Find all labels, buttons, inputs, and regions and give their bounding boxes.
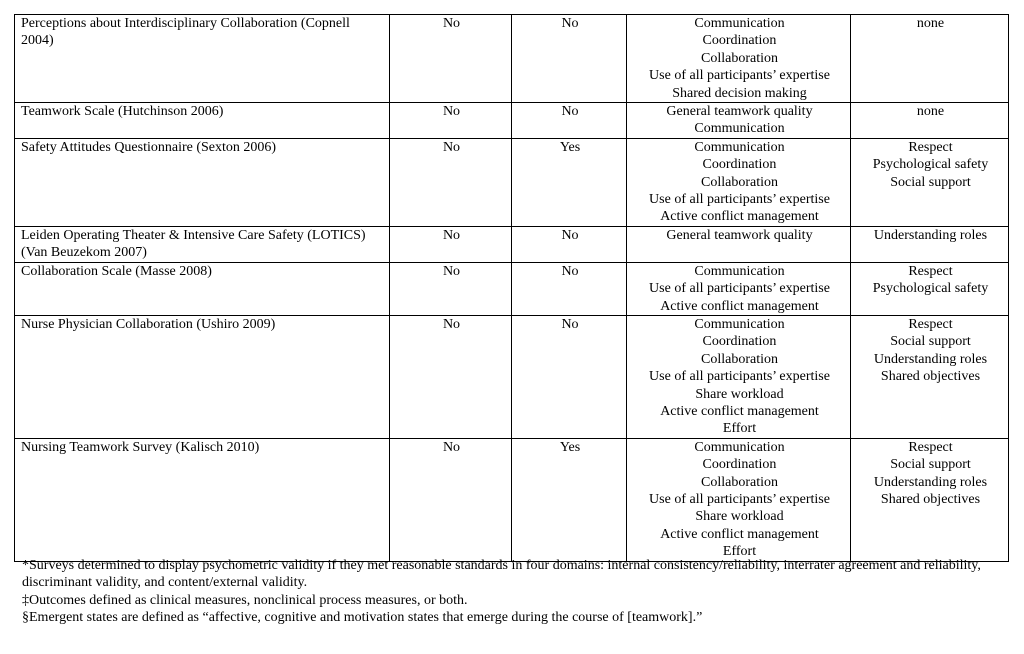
teamwork-process: Active conflict management bbox=[660, 526, 819, 542]
emergent-state: Shared objectives bbox=[880, 369, 981, 385]
psychometric-validity-cell: No bbox=[390, 226, 512, 262]
survey-comparison-table bbox=[14, 14, 1009, 562]
table-body bbox=[15, 15, 1009, 562]
teamwork-process: Use of all participants’ expertise bbox=[649, 68, 830, 84]
teamwork-process: Communication bbox=[694, 121, 785, 137]
emergent-state: Social support bbox=[890, 174, 971, 190]
outcomes-cell: Yes bbox=[512, 438, 627, 561]
teamwork-processes-cell bbox=[627, 262, 851, 315]
emergent-states-cell bbox=[851, 438, 1009, 561]
emergent-states-cell bbox=[851, 315, 1009, 438]
outcomes-cell: No bbox=[512, 103, 627, 139]
teamwork-process: Coordination bbox=[702, 334, 777, 350]
teamwork-processes-cell bbox=[627, 15, 851, 103]
emergent-state: Respect bbox=[908, 263, 953, 279]
emergent-states-cell bbox=[851, 262, 1009, 315]
teamwork-process: Effort bbox=[722, 544, 757, 560]
emergent-states-cell bbox=[851, 15, 1009, 103]
teamwork-process: Use of all participants’ expertise bbox=[649, 281, 830, 297]
teamwork-process: Shared decision making bbox=[672, 85, 807, 101]
footnote-outcomes: ‡Outcomes defined as clinical measures, nonclinical process measures, or both. bbox=[22, 592, 468, 608]
table-row bbox=[15, 262, 1009, 315]
table-row bbox=[15, 315, 1009, 438]
emergent-state: Understanding roles bbox=[873, 227, 988, 243]
teamwork-process: General teamwork quality bbox=[666, 104, 813, 120]
outcomes-cell: Yes bbox=[512, 138, 627, 226]
teamwork-process: Communication bbox=[694, 16, 785, 31]
table-row bbox=[15, 15, 1009, 103]
emergent-states-cell bbox=[851, 103, 1009, 139]
teamwork-process: Coordination bbox=[702, 33, 777, 49]
emergent-state: Social support bbox=[890, 457, 971, 473]
psychometric-validity-cell: No bbox=[390, 262, 512, 315]
teamwork-process: Share workload bbox=[695, 386, 784, 402]
outcomes-cell: No bbox=[512, 315, 627, 438]
teamwork-process: Collaboration bbox=[701, 50, 778, 66]
footnotes bbox=[22, 557, 1012, 627]
emergent-state: Understanding roles bbox=[873, 351, 988, 367]
psychometric-validity-cell: No bbox=[390, 103, 512, 139]
teamwork-process: Communication bbox=[694, 316, 785, 332]
table-row bbox=[15, 103, 1009, 139]
teamwork-process: Coordination bbox=[702, 457, 777, 473]
emergent-states-cell bbox=[851, 226, 1009, 262]
emergent-state: Respect bbox=[908, 139, 953, 155]
teamwork-process: Communication bbox=[694, 439, 785, 455]
psychometric-validity-cell: No bbox=[390, 15, 512, 103]
table-row bbox=[15, 138, 1009, 226]
survey-name-cell: Nurse Physician Collaboration (Ushiro 2009) bbox=[15, 315, 390, 438]
survey-name-cell: Collaboration Scale (Masse 2008) bbox=[15, 262, 390, 315]
emergent-state: Respect bbox=[908, 439, 953, 455]
emergent-state: Psychological safety bbox=[872, 157, 989, 173]
emergent-state: Respect bbox=[908, 316, 953, 332]
footnote-validity: *Surveys determined to display psychometric validity if they met reasonable standards in four domains: internal consistency/reliability, interrater agreement and reliability, discriminant validity, and content/external validity. bbox=[22, 558, 981, 591]
teamwork-process: Active conflict management bbox=[660, 403, 819, 419]
teamwork-processes-cell bbox=[627, 438, 851, 561]
teamwork-process: Effort bbox=[722, 421, 757, 437]
emergent-state: none bbox=[916, 104, 945, 120]
outcomes-cell: No bbox=[512, 262, 627, 315]
survey-name-cell: Nursing Teamwork Survey (Kalisch 2010) bbox=[15, 438, 390, 561]
teamwork-process: Coordination bbox=[702, 157, 777, 173]
psychometric-validity-cell: No bbox=[390, 438, 512, 561]
emergent-state: Shared objectives bbox=[880, 491, 981, 507]
footnote-emergent-states: §Emergent states are defined as “affective, cognitive and motivation states that emerge during the course of [teamwork].” bbox=[22, 610, 703, 626]
teamwork-processes-cell bbox=[627, 103, 851, 139]
psychometric-validity-cell: No bbox=[390, 315, 512, 438]
teamwork-process: Collaboration bbox=[701, 174, 778, 190]
teamwork-process: Use of all participants’ expertise bbox=[649, 369, 830, 385]
outcomes-cell: No bbox=[512, 15, 627, 103]
teamwork-processes-cell bbox=[627, 315, 851, 438]
survey-name-cell: Perceptions about Interdisciplinary Collaboration (Copnell 2004) bbox=[15, 15, 390, 103]
emergent-states-cell bbox=[851, 138, 1009, 226]
psychometric-validity-cell: No bbox=[390, 138, 512, 226]
emergent-state: Social support bbox=[890, 334, 971, 350]
emergent-state: none bbox=[916, 16, 945, 31]
survey-name-cell: Leiden Operating Theater & Intensive Care Safety (LOTICS) (Van Beuzekom 2007) bbox=[15, 226, 390, 262]
teamwork-process: Collaboration bbox=[701, 351, 778, 367]
survey-name-cell: Safety Attitudes Questionnaire (Sexton 2006) bbox=[15, 138, 390, 226]
teamwork-process: Share workload bbox=[695, 509, 784, 525]
outcomes-cell: No bbox=[512, 226, 627, 262]
table-row bbox=[15, 438, 1009, 561]
teamwork-process: Active conflict management bbox=[660, 298, 819, 314]
teamwork-processes-cell bbox=[627, 138, 851, 226]
teamwork-process: Communication bbox=[694, 139, 785, 155]
teamwork-process: Communication bbox=[694, 263, 785, 279]
teamwork-process: Active conflict management bbox=[660, 209, 819, 225]
teamwork-process: Collaboration bbox=[701, 474, 778, 490]
emergent-state: Psychological safety bbox=[872, 281, 989, 297]
teamwork-process: General teamwork quality bbox=[666, 227, 813, 243]
emergent-state: Understanding roles bbox=[873, 474, 988, 490]
teamwork-process: Use of all participants’ expertise bbox=[649, 491, 830, 507]
teamwork-processes-cell bbox=[627, 226, 851, 262]
teamwork-process: Use of all participants’ expertise bbox=[649, 192, 830, 208]
table-row bbox=[15, 226, 1009, 262]
survey-name-cell: Teamwork Scale (Hutchinson 2006) bbox=[15, 103, 390, 139]
